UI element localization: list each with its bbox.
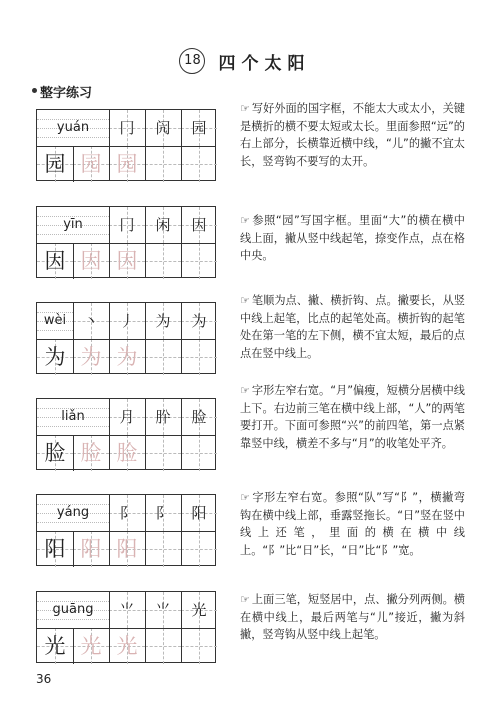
stroke-step-cell bbox=[109, 495, 145, 531]
stroke-step-cell-char: 丶 bbox=[83, 312, 99, 330]
blank-practice-cell bbox=[181, 339, 217, 375]
stroke-step-cell-char: 光 bbox=[191, 601, 207, 619]
practice-grid bbox=[36, 206, 216, 278]
practice-grid bbox=[36, 109, 216, 181]
model-char-cell bbox=[37, 339, 73, 375]
trace-char-cell bbox=[109, 146, 145, 182]
pointing-hand-icon: ☞ bbox=[240, 491, 250, 504]
trace-char-cell-char: 为 bbox=[116, 345, 138, 369]
model-char-cell-char: 阳 bbox=[44, 537, 66, 561]
stroke-step-cell bbox=[181, 399, 217, 435]
blank-practice-cell bbox=[145, 146, 181, 182]
stroke-step-cell-char: 肸 bbox=[155, 408, 171, 426]
blank-practice-cell-char bbox=[145, 628, 181, 664]
stroke-step-cell-char: 阳 bbox=[191, 504, 207, 522]
blank-practice-cell-char bbox=[145, 531, 181, 567]
blank-practice-cell-char bbox=[145, 339, 181, 375]
model-char-cell bbox=[37, 531, 73, 567]
stroke-step-cell bbox=[109, 110, 145, 146]
blank-practice-cell-char bbox=[181, 243, 217, 279]
writing-tip-text: 笔顺为点、撇、横折钩、点。撇要长，从竖中线上起笔，比点的起笔处高。横折钩的起笔处在第一笔的左下侧，横不宜太短，最后的点点在竖中线上。 bbox=[240, 294, 465, 360]
stroke-step-cell bbox=[181, 110, 217, 146]
trace-char-cell-char: 园 bbox=[116, 152, 138, 176]
trace-char-cell-char: 脸 bbox=[116, 441, 138, 465]
pinyin-box bbox=[37, 110, 109, 146]
stroke-step-cell-char: ⺌ bbox=[155, 601, 171, 619]
model-char-cell bbox=[37, 628, 73, 664]
blank-practice-cell bbox=[181, 243, 217, 279]
blank-practice-cell bbox=[181, 531, 217, 567]
stroke-step-cell-char: 冂 bbox=[119, 119, 135, 137]
pinyin-label: yáng bbox=[56, 505, 90, 520]
blank-practice-cell-char bbox=[181, 435, 217, 471]
writing-tip-text: 写好外面的国字框，不能太大或太小，关键是横折的横不要太短或太长。里面参照“远”的右上部分，长横靠近横中线，“儿”的撇不宜太长，竖弯钩不要写的太开。 bbox=[240, 102, 465, 168]
blank-practice-cell bbox=[181, 146, 217, 182]
pinyin-box bbox=[37, 399, 109, 435]
blank-practice-cell bbox=[145, 243, 181, 279]
stroke-step-cell bbox=[109, 399, 145, 435]
writing-tip bbox=[240, 212, 465, 265]
writing-tip-text: 上面三笔，短竖居中，点、撇分列两侧。横在横中线上，最后两笔与“儿”接近，撇为斜撇，竖弯钩从竖中线上起笔。 bbox=[240, 593, 465, 641]
trace-char-cell-char: 因 bbox=[80, 249, 102, 273]
pinyin-box bbox=[37, 592, 109, 628]
stroke-step-cell bbox=[181, 592, 217, 628]
writing-tip bbox=[240, 382, 465, 452]
trace-char-cell-char: 脸 bbox=[80, 441, 102, 465]
section-label: 整字练习 bbox=[40, 86, 93, 101]
stroke-step-cell-char: 月 bbox=[119, 408, 135, 426]
trace-char-cell-char: 阳 bbox=[116, 537, 138, 561]
trace-char-cell bbox=[73, 146, 109, 182]
trace-char-cell bbox=[109, 531, 145, 567]
stroke-step-cell bbox=[109, 592, 145, 628]
section-bullet-icon bbox=[32, 88, 37, 93]
writing-tip-text: 参照“园”写国字框。里面“大”的横在横中线上面，撇从竖中线起笔，捺变作点，点在格中央。 bbox=[240, 214, 465, 262]
stroke-step-cell bbox=[181, 495, 217, 531]
trace-char-cell bbox=[73, 628, 109, 664]
stroke-step-cell-char: 因 bbox=[191, 216, 207, 234]
model-char-cell-char: 因 bbox=[44, 249, 66, 273]
trace-char-cell bbox=[109, 339, 145, 375]
pointing-hand-icon: ☞ bbox=[240, 294, 250, 307]
pinyin-box bbox=[37, 303, 73, 339]
page-number: 36 bbox=[36, 672, 52, 686]
lesson-header bbox=[0, 48, 490, 74]
model-char-cell bbox=[37, 146, 73, 182]
stroke-step-cell bbox=[73, 303, 109, 339]
stroke-step-cell-char: 阝 bbox=[155, 504, 171, 522]
blank-practice-cell-char bbox=[145, 435, 181, 471]
stroke-step-cell-char: 为 bbox=[155, 312, 171, 330]
trace-char-cell-char: 因 bbox=[116, 249, 138, 273]
trace-char-cell bbox=[73, 339, 109, 375]
stroke-step-cell-char: 丿 bbox=[119, 312, 135, 330]
blank-practice-cell-char bbox=[181, 531, 217, 567]
pointing-hand-icon: ☞ bbox=[240, 102, 250, 115]
model-char-cell-char: 脸 bbox=[44, 441, 66, 465]
writing-tip bbox=[240, 292, 465, 362]
stroke-step-cell bbox=[145, 207, 181, 243]
trace-char-cell bbox=[109, 243, 145, 279]
model-char-cell-char: 园 bbox=[44, 152, 66, 176]
pinyin-label: yīn bbox=[63, 217, 83, 232]
trace-char-cell-char: 光 bbox=[80, 634, 102, 658]
trace-char-cell bbox=[109, 628, 145, 664]
practice-grid bbox=[36, 398, 216, 470]
writing-tip bbox=[240, 100, 465, 170]
trace-char-cell-char: 为 bbox=[80, 345, 102, 369]
practice-grid bbox=[36, 494, 216, 566]
blank-practice-cell bbox=[145, 531, 181, 567]
stroke-step-cell-char: ⺌ bbox=[119, 601, 135, 619]
lesson-title: 四个太阳 bbox=[218, 53, 311, 74]
stroke-step-cell bbox=[145, 592, 181, 628]
blank-practice-cell bbox=[145, 339, 181, 375]
stroke-step-cell-char: 脸 bbox=[191, 408, 207, 426]
stroke-step-cell-char: 闲 bbox=[155, 216, 171, 234]
model-char-cell-char: 为 bbox=[44, 345, 66, 369]
writing-tip bbox=[240, 489, 465, 559]
stroke-step-cell-char: 为 bbox=[191, 312, 207, 330]
stroke-step-cell-char: 闶 bbox=[155, 119, 171, 137]
stroke-step-cell bbox=[109, 207, 145, 243]
pinyin-label: guāng bbox=[52, 602, 94, 617]
stroke-step-cell bbox=[145, 495, 181, 531]
stroke-step-cell bbox=[181, 207, 217, 243]
stroke-step-cell bbox=[145, 110, 181, 146]
stroke-step-cell-char: 园 bbox=[191, 119, 207, 137]
blank-practice-cell-char bbox=[181, 146, 217, 182]
model-char-cell bbox=[37, 243, 73, 279]
trace-char-cell-char: 阳 bbox=[80, 537, 102, 561]
stroke-step-cell bbox=[181, 303, 217, 339]
trace-char-cell-char: 光 bbox=[116, 634, 138, 658]
pointing-hand-icon: ☞ bbox=[240, 214, 250, 227]
pointing-hand-icon: ☞ bbox=[240, 384, 250, 397]
pinyin-label: liǎn bbox=[61, 409, 85, 424]
writing-tip-text: 字形左窄右宽。参照“队”写“阝”，横撇弯钩在横中线上部，垂露竖拖长。“日”竖在竖中线上还笔，里面的横在横中线上。“阝”比“日”长，“日”比“阝”宽。 bbox=[240, 491, 465, 557]
blank-practice-cell-char bbox=[145, 146, 181, 182]
writing-tip bbox=[240, 591, 465, 644]
pinyin-box bbox=[37, 495, 109, 531]
trace-char-cell-char: 园 bbox=[80, 152, 102, 176]
writing-tip-text: 字形左窄右宽。“月”偏瘦，短横分居横中线上下。右边前三笔在横中线上部，“人”的两笔要打开。下面可参照“兴”的前四笔，第一点紧靠竖中线，横差不多与“月”的收笔处平齐。 bbox=[240, 384, 465, 450]
stroke-step-cell bbox=[145, 303, 181, 339]
stroke-step-cell-char: 阝 bbox=[119, 504, 135, 522]
pinyin-label: wèi bbox=[43, 313, 67, 328]
lesson-number: 18 bbox=[179, 48, 205, 74]
practice-grid bbox=[36, 591, 216, 663]
blank-practice-cell bbox=[145, 435, 181, 471]
blank-practice-cell bbox=[145, 628, 181, 664]
trace-char-cell bbox=[73, 531, 109, 567]
blank-practice-cell-char bbox=[145, 243, 181, 279]
practice-grid bbox=[36, 302, 216, 374]
blank-practice-cell bbox=[181, 628, 217, 664]
blank-practice-cell-char bbox=[181, 628, 217, 664]
trace-char-cell bbox=[73, 435, 109, 471]
stroke-step-cell bbox=[145, 399, 181, 435]
model-char-cell-char: 光 bbox=[44, 634, 66, 658]
blank-practice-cell bbox=[181, 435, 217, 471]
model-char-cell bbox=[37, 435, 73, 471]
pinyin-label: yuán bbox=[56, 120, 90, 135]
blank-practice-cell-char bbox=[181, 339, 217, 375]
pointing-hand-icon: ☞ bbox=[240, 593, 250, 606]
stroke-step-cell-char: 冂 bbox=[119, 216, 135, 234]
trace-char-cell bbox=[73, 243, 109, 279]
pinyin-box bbox=[37, 207, 109, 243]
stroke-step-cell bbox=[109, 303, 145, 339]
trace-char-cell bbox=[109, 435, 145, 471]
